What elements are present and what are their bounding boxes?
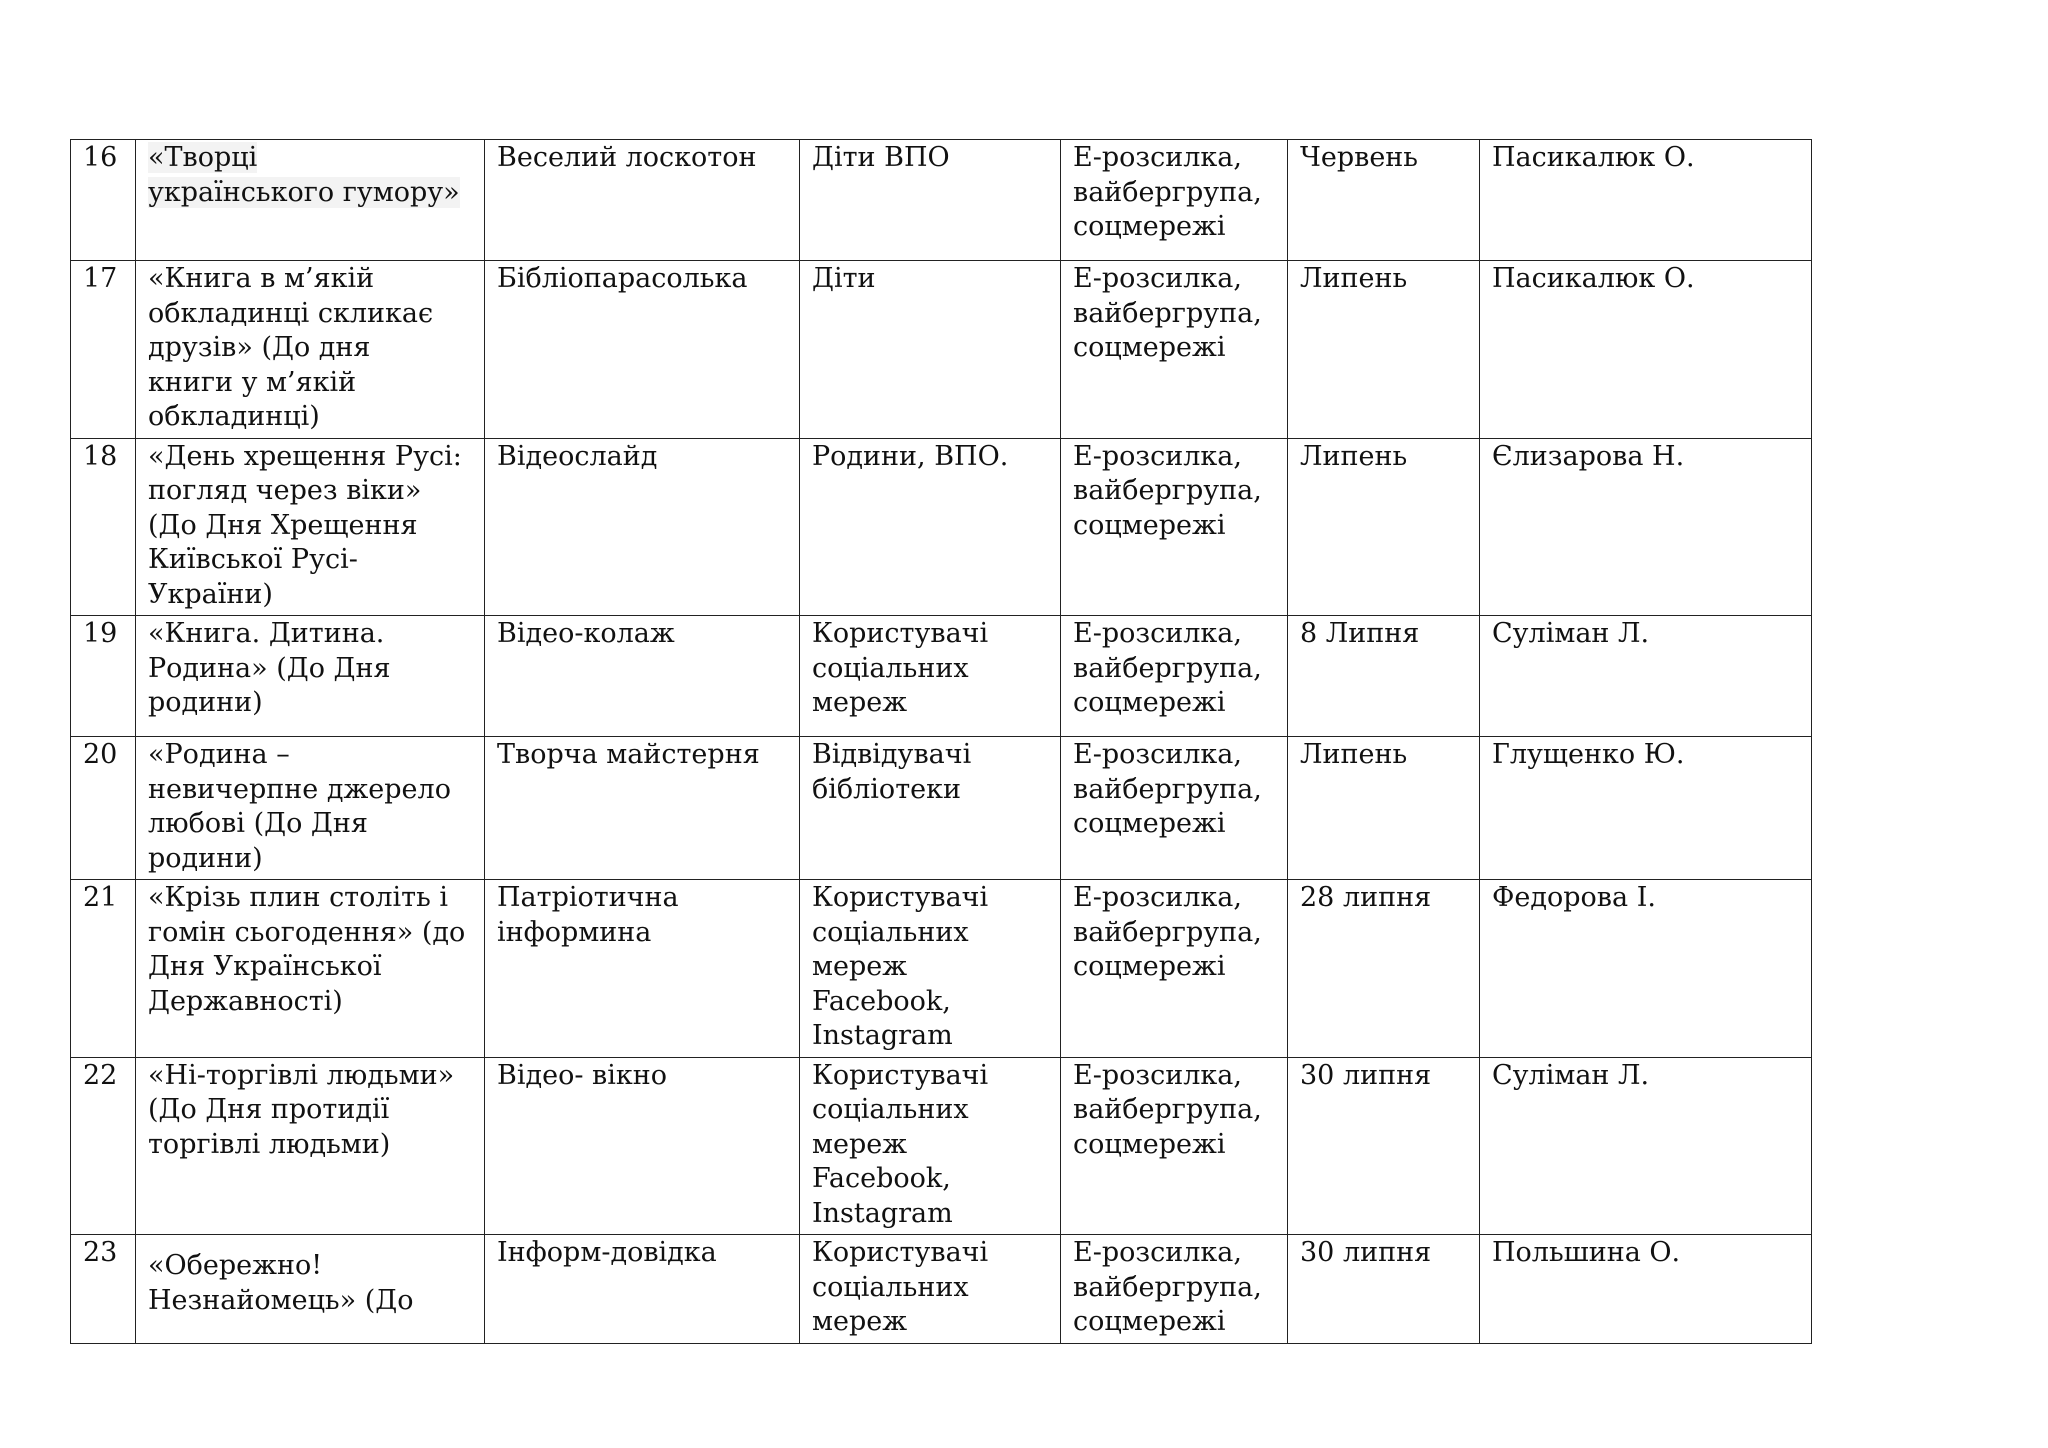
event-title: «День хрещення Русі: погляд через віки» (До Дня Хрещення Київської Русі- України) — [136, 438, 485, 616]
event-form: Патріотична інформина — [485, 880, 800, 1058]
row-number: 16 — [71, 140, 136, 261]
event-responsible: Польшина О. — [1480, 1235, 1812, 1344]
event-date: 30 липня — [1288, 1235, 1480, 1344]
event-responsible: Глущенко Ю. — [1480, 737, 1812, 880]
event-title: «Книга. Дитина. Родина» (До Дня родини) — [136, 616, 485, 737]
event-title: «Родина – невичерпне джерело любові (До Дня родини) — [136, 737, 485, 880]
event-audience: Діти — [800, 261, 1061, 439]
event-channels: Е-розсилка, вайбергрупа, соцмережі — [1061, 261, 1288, 439]
event-responsible: Федорова І. — [1480, 880, 1812, 1058]
event-title: «Книга в м’якій обкладинці скликає друзів» (До дня книги у м’якій обкладинці) — [136, 261, 485, 439]
event-date: 28 липня — [1288, 880, 1480, 1058]
event-title-text: «Творці українського гумору» — [148, 142, 460, 208]
event-form: Інформ-довідка — [485, 1235, 800, 1344]
row-number: 22 — [71, 1057, 136, 1235]
event-date: Липень — [1288, 438, 1480, 616]
table-row — [71, 1057, 1812, 1235]
event-date: Червень — [1288, 140, 1480, 261]
row-number: 23 — [71, 1235, 136, 1344]
table-row — [71, 616, 1812, 737]
event-audience: Користувачі соціальних мереж — [800, 1235, 1061, 1344]
row-number: 17 — [71, 261, 136, 439]
event-audience: Користувачі соціальних мереж Facebook, Instagram — [800, 880, 1061, 1058]
event-responsible: Суліман Л. — [1480, 1057, 1812, 1235]
event-title: «Обережно! Незнайомець» (До — [136, 1235, 485, 1344]
event-audience: Діти ВПО — [800, 140, 1061, 261]
event-date: Липень — [1288, 737, 1480, 880]
event-channels: Е-розсилка, вайбергрупа, соцмережі — [1061, 438, 1288, 616]
event-form: Творча майстерня — [485, 737, 800, 880]
event-title: «Крізь плин століть і гомін сьогодення» (до Дня Української Державності) — [136, 880, 485, 1058]
row-number: 18 — [71, 438, 136, 616]
row-number: 21 — [71, 880, 136, 1058]
event-responsible: Пасикалюк О. — [1480, 140, 1812, 261]
row-number: 20 — [71, 737, 136, 880]
event-responsible: Пасикалюк О. — [1480, 261, 1812, 439]
event-form: Бібліопарасолька — [485, 261, 800, 439]
event-audience: Відвідувачі бібліотеки — [800, 737, 1061, 880]
event-date: 8 Липня — [1288, 616, 1480, 737]
event-form: Відеослайд — [485, 438, 800, 616]
event-channels: Е-розсилка, вайбергрупа, соцмережі — [1061, 616, 1288, 737]
event-channels: Е-розсилка, вайбергрупа, соцмережі — [1061, 880, 1288, 1058]
table-row — [71, 438, 1812, 616]
event-title: «Ні-торгівлі людьми» (До Дня протидії торгівлі людьми) — [136, 1057, 485, 1235]
event-audience: Користувачі соціальних мереж — [800, 616, 1061, 737]
event-form: Відео- вікно — [485, 1057, 800, 1235]
event-audience: Родини, ВПО. — [800, 438, 1061, 616]
event-channels: Е-розсилка, вайбергрупа, соцмережі — [1061, 737, 1288, 880]
table-row — [71, 880, 1812, 1058]
event-channels: Е-розсилка, вайбергрупа, соцмережі — [1061, 1235, 1288, 1344]
row-number: 19 — [71, 616, 136, 737]
event-responsible: Єлизарова Н. — [1480, 438, 1812, 616]
event-date: Липень — [1288, 261, 1480, 439]
table-row — [71, 140, 1812, 261]
event-date: 30 липня — [1288, 1057, 1480, 1235]
event-audience: Користувачі соціальних мереж Facebook, Instagram — [800, 1057, 1061, 1235]
event-form: Веселий лоскотон — [485, 140, 800, 261]
event-channels: Е-розсилка, вайбергрупа, соцмережі — [1061, 1057, 1288, 1235]
event-form: Відео-колаж — [485, 616, 800, 737]
event-title — [136, 140, 485, 261]
table-row — [71, 261, 1812, 439]
table-row — [71, 1235, 1812, 1344]
event-channels: Е-розсилка, вайбергрупа, соцмережі — [1061, 140, 1288, 261]
event-responsible: Суліман Л. — [1480, 616, 1812, 737]
table-row — [71, 737, 1812, 880]
events-plan-table — [70, 139, 1812, 1344]
